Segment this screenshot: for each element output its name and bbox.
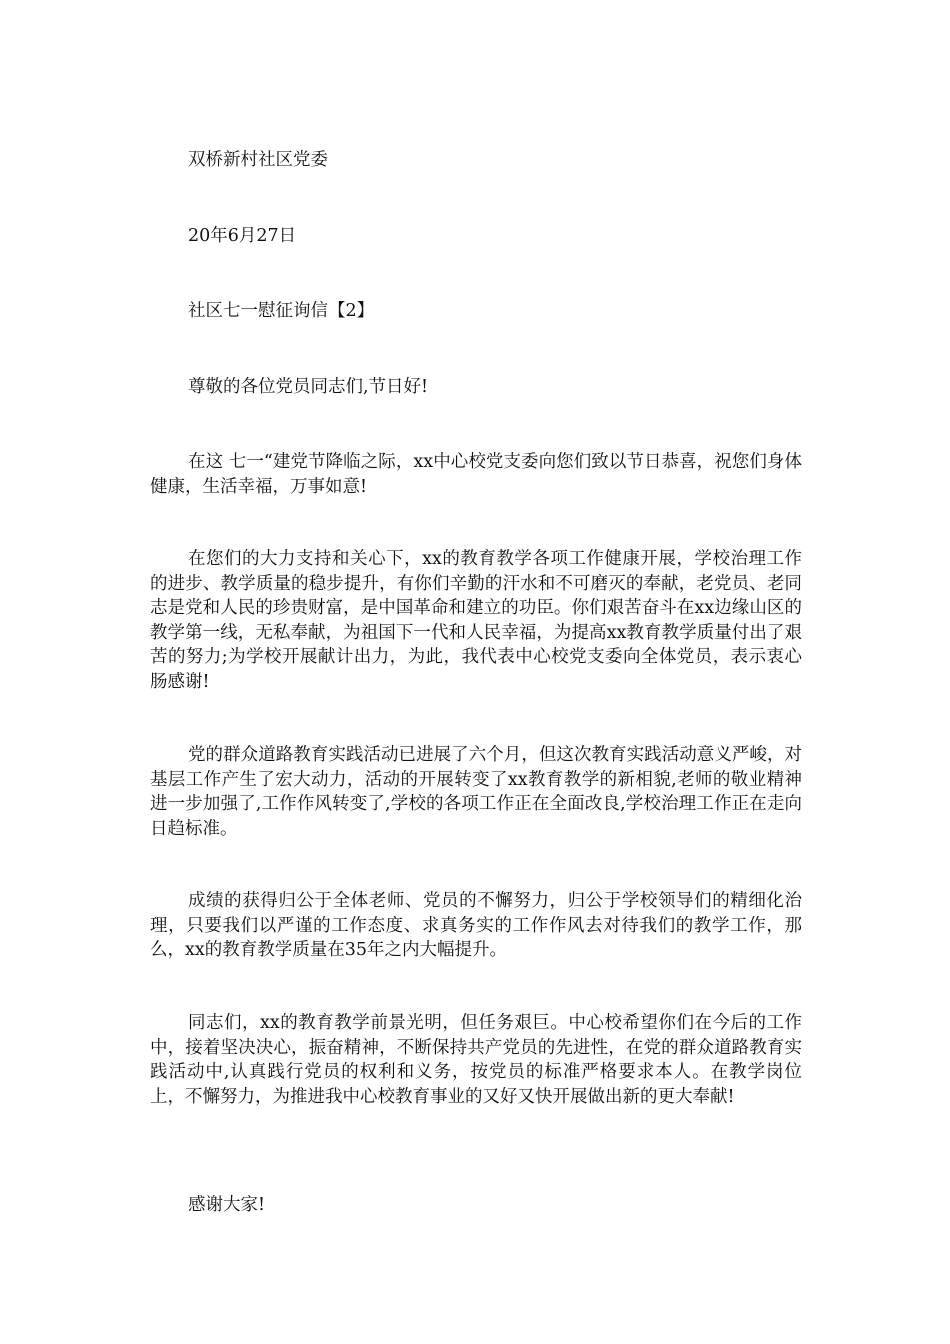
- signature-organization: 双桥新村社区党委: [188, 150, 328, 170]
- paragraph-achievements: 成绩的获得归公于全体老师、党员的不懈努力，归公于学校领导们的精细化治理，只要我们以严谨的工作态度、求真务实的工作作风去对待我们的教学工作，那么，xx的教育教学质量在35年之内大幅提升。: [150, 891, 802, 960]
- closing-line: 感谢大家!: [188, 1195, 266, 1215]
- paragraph-outlook: 同志们，xx的教育教学前景光明，但任务艰巨。中心校希望你们在今后的工作中，接着坚决决心，振奋精神，不断保持共产党员的先进性，在党的群众道路教育实践活动中,认真践行党员的权利和义务，按党员的标准严格要求本人。在教学岗位上，不懈努力，为推进我中心校教育事业的又好又快开展做出新的更大奉献!: [150, 1013, 802, 1107]
- signature-date: 20年6月27日: [188, 226, 297, 246]
- paragraph-greeting: 在这 七一“建党节降临之际，xx中心校党支委向您们致以节日恭喜，祝您们身体健康，生活幸福，万事如意!: [150, 452, 802, 497]
- paragraph-activity: 党的群众道路教育实践活动已进展了六个月，但这次教育实践活动意义严峻，对基层工作产生了宏大动力，活动的开展转变了xx教育教学的新相貌,老师的敬业精神进一步加强了,工作作风转变了,学校的各项工作正在全面改良,学校治理工作正在走向日趋标准。: [150, 745, 802, 839]
- section-title: 社区七一慰征询信【2】: [188, 301, 375, 321]
- paragraph-thanks: 在您们的大力支持和关心下，xx的教育教学各项工作健康开展，学校治理工作的进步、教学质量的稳步提升，有你们辛勤的汗水和不可磨灭的奉献，老党员、老同志是党和人民的珍贵财富，是中国革命和建立的功臣。你们艰苦奋斗在xx边缘山区的教学第一线，无私奉献，为祖国下一代和人民幸福，为提高xx教育教学质量付出了艰苦的努力;为学校开展献计出力，为此，我代表中心校党支委向全体党员，表示衷心肠感谢!: [150, 549, 802, 692]
- salutation: 尊敬的各位党员同志们,节日好!: [188, 377, 429, 397]
